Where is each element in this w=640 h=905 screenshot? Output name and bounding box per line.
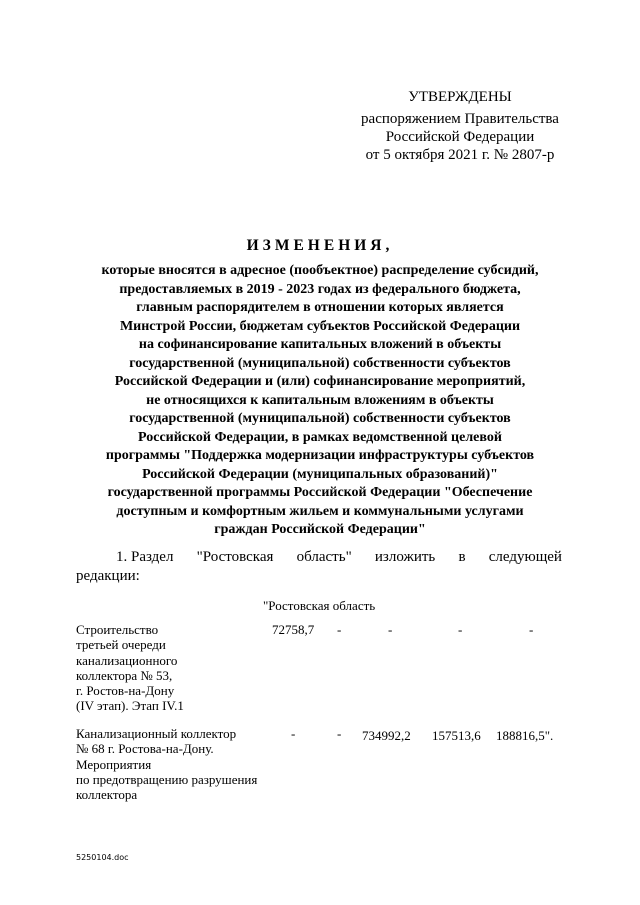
table-row-description [76, 726, 256, 802]
subtitle-line: государственной (муниципальной) собственности субъектов [129, 411, 511, 426]
desc-line: (IV этап). Этап IV.1 [76, 698, 184, 714]
subtitle-line: предоставляемых в 2019 - 2023 годах из федерального бюджета, [119, 281, 521, 297]
table-row-description [76, 622, 256, 714]
paragraph-continuation: редакции: [76, 568, 140, 584]
paragraph-word: "Ростовская [196, 549, 274, 565]
paragraph-word: следующей [488, 549, 562, 565]
subtitle-line: Российской Федерации, в рамках ведомственной целевой [138, 429, 502, 445]
subtitle-line: которые вносятся в адресное (пообъектное) распределение субсидий, [101, 263, 539, 278]
table-cell-value: - [337, 622, 342, 637]
approval-line: распоряжением Правительства [361, 111, 559, 127]
desc-line: Канализационный коллектор [76, 726, 237, 741]
desc-line: Мероприятия [76, 756, 152, 772]
subtitle-line: Российской Федерации и (или) софинансирование мероприятий, [114, 374, 526, 389]
approval-line: Российской Федерации [385, 129, 535, 145]
table-cell-value: 72758,7 [272, 622, 315, 637]
subtitle-line: программы "Поддержка модернизации инфраструктуры субъектов [105, 448, 535, 463]
table-cell-value: 157513,6 [432, 728, 481, 743]
subtitle-line: государственной программы Российской Федерации "Обеспечение [107, 485, 533, 500]
file-name-footer: 5250104.doc [76, 853, 129, 862]
paragraph-word: 1. Раздел [116, 549, 174, 565]
desc-line: канализационного [76, 652, 178, 668]
paragraph-word: область" [296, 549, 352, 565]
desc-line: по предотвращению разрушения [76, 771, 258, 787]
desc-line: третьей очереди [76, 637, 166, 653]
subtitle-line: главным распорядителем в отношении которых является [136, 300, 504, 315]
paragraph-word: изложить [374, 549, 436, 565]
subtitle-line: Минстрой России, бюджетам субъектов Российской Федерации [119, 318, 521, 334]
desc-line: коллектора № 53, [76, 667, 173, 683]
table-cell-value: 188816,5". [496, 728, 554, 743]
subtitle-line: граждан Российской Федерации" [214, 522, 426, 537]
approval-title: УТВЕРЖДЕНЫ [408, 89, 512, 105]
desc-line: г. Ростов-на-Дону [76, 683, 175, 699]
table-cell-value: - [458, 622, 463, 637]
desc-line: Строительство [76, 622, 159, 637]
subtitle-line: доступным и комфортным жильем и коммунальными услугами [116, 503, 524, 519]
subtitle-line: на софинансирование капитальных вложений в объекты [138, 337, 502, 352]
desc-line: № 68 г. Ростова-на-Дону. [76, 741, 214, 757]
desc-line: коллектора [76, 787, 138, 803]
subtitle-line: Российской Федерации (муниципальных образований)" [142, 466, 498, 482]
table-cell-value: - [529, 622, 534, 637]
table-cell-value: 734992,2 [362, 728, 411, 743]
table-cell-value: - [337, 726, 342, 741]
paragraph-word: в [458, 549, 466, 565]
paragraph-item [116, 549, 562, 566]
table-cell-value: - [291, 726, 296, 741]
document-title: ИЗМЕНЕНИЯ, [246, 237, 394, 254]
subtitle-line: государственной (муниципальной) собственности субъектов [129, 355, 511, 371]
table-cell-value: - [388, 622, 393, 637]
subtitle-line: не относящихся к капитальным вложениям в объекты [146, 392, 494, 408]
region-header: "Ростовская область [263, 598, 376, 613]
approval-date: от 5 октября 2021 г. № 2807-р [365, 147, 555, 163]
document-subtitle [0, 262, 640, 540]
